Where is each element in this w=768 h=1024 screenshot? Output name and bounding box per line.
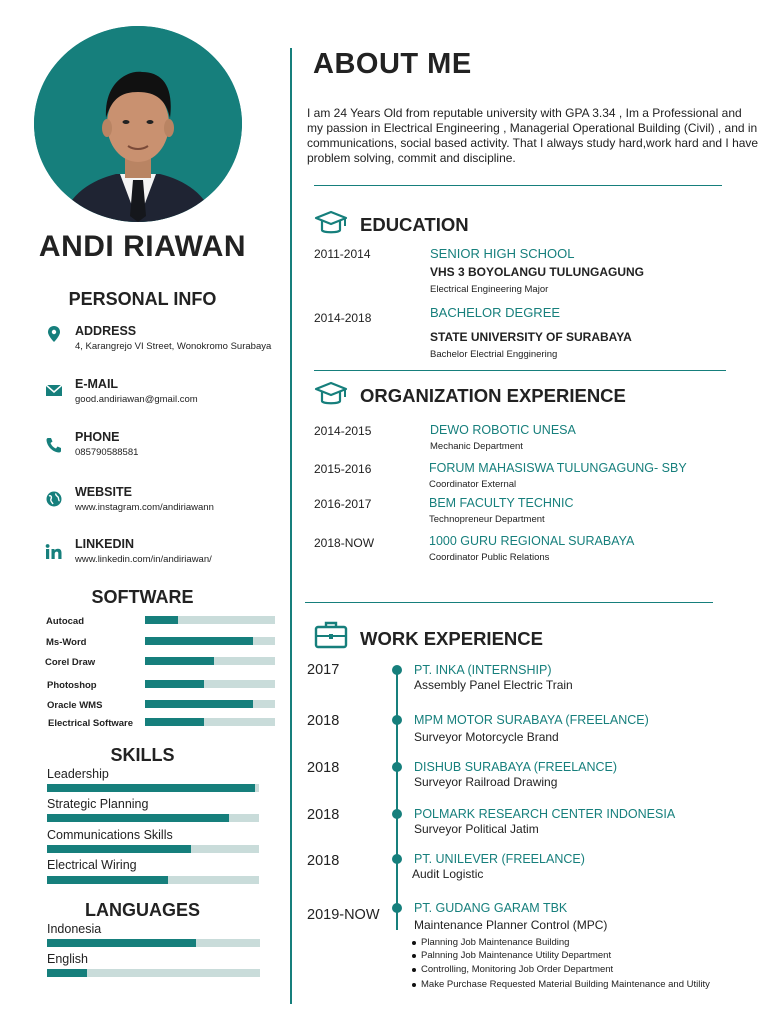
software-bar	[145, 680, 275, 688]
work-year: 2018	[307, 853, 340, 869]
software-bar-fill	[145, 718, 204, 726]
education-title: EDUCATION	[360, 214, 469, 235]
work-title: WORK EXPERIENCE	[360, 628, 543, 649]
about-title: ABOUT ME	[313, 48, 472, 80]
contact-phone	[44, 430, 284, 464]
contact-email	[44, 377, 284, 411]
work-year: 2018	[307, 760, 340, 776]
software-bar	[145, 700, 275, 708]
software-bar-fill	[145, 680, 204, 688]
skill-label: Communications Skills	[47, 828, 173, 842]
language-label: Indonesia	[47, 922, 102, 936]
organization-title: ORGANIZATION EXPERIENCE	[360, 385, 626, 406]
about-divider	[314, 185, 722, 186]
work-duty-item: Palnning Job Maintenance Utility Department	[412, 950, 611, 961]
work-company: PT. UNILEVER (FREELANCE)	[414, 852, 585, 866]
skill-bar	[47, 784, 259, 792]
skill-label: Leadership	[47, 767, 109, 781]
work-duty-item: Make Purchase Requested Material Building Maintenance and Utility	[412, 979, 710, 990]
language-bar-fill	[47, 939, 196, 947]
work-year: 2017	[307, 662, 340, 678]
education-major: Electrical Engineering Major	[430, 284, 549, 295]
column-divider	[290, 48, 292, 1004]
contact-website	[44, 485, 284, 519]
work-role: Surveyor Motorcycle Brand	[414, 730, 559, 744]
software-row	[48, 718, 280, 732]
graduation-cap-icon	[314, 210, 348, 238]
software-label: Photoshop	[47, 680, 97, 691]
software-label: Oracle WMS	[47, 700, 103, 711]
work-role: Maintenance Planner Control (MPC)	[414, 918, 608, 932]
phone-icon	[44, 437, 64, 453]
address-label: ADDRESS	[75, 324, 137, 338]
about-text: I am 24 Years Old from reputable university with GPA 3.34 , Im a Professional and my passion in Electrical Engineering , Managerial Operational Building (Civil) , and in communications, social based activity. That I always study hard,work hard and I have problem solving, commit and discipline.	[307, 106, 759, 165]
work-company: PT. INKA (INTERNSHIP)	[414, 663, 552, 677]
work-company: MPM MOTOR SURABAYA (FREELANCE)	[414, 713, 649, 727]
work-company: POLMARK RESEARCH CENTER INDONESIA	[414, 807, 676, 821]
work-role: Surveyor Political Jatim	[414, 822, 539, 836]
work-year: 2018	[307, 713, 340, 729]
work-year: 2019-NOW	[307, 907, 380, 923]
organization-dept: Coordinator Public Relations	[429, 552, 550, 563]
language-bar-fill	[47, 969, 87, 977]
software-bar	[145, 637, 275, 645]
timeline-line	[396, 668, 398, 930]
skill-label: Electrical Wiring	[47, 858, 137, 872]
linkedin-icon	[44, 544, 64, 560]
education-years: 2011-2014	[314, 247, 371, 261]
linkedin-label: LINKEDIN	[75, 537, 135, 551]
profile-name: ANDI RIAWAN	[38, 230, 247, 263]
contact-linkedin	[44, 537, 284, 571]
phone-value[interactable]: 085790588581	[75, 447, 139, 458]
globe-icon	[44, 491, 64, 507]
software-bar	[145, 616, 275, 624]
website-label: WEBSITE	[75, 485, 132, 499]
email-value[interactable]: good.andiriawan@gmail.com	[75, 394, 198, 405]
skill-label: Strategic Planning	[47, 797, 149, 811]
software-bar-fill	[145, 657, 214, 665]
work-duty-item: Planning Job Maintenance Building	[412, 937, 569, 948]
profile-photo	[34, 26, 242, 222]
education-school: STATE UNIVERSITY OF SURABAYA	[430, 330, 632, 344]
organization-name: BEM FACULTY TECHNIC	[429, 496, 574, 510]
organization-dept: Mechanic Department	[430, 441, 523, 452]
education-divider	[314, 370, 726, 371]
education-degree: BACHELOR DEGREE	[430, 305, 561, 320]
organization-dept: Coordinator External	[429, 479, 517, 490]
briefcase-icon	[314, 621, 348, 649]
organization-years: 2016-2017	[314, 497, 372, 511]
software-row	[47, 700, 279, 714]
personal-info-title: PERSONAL INFO	[68, 289, 217, 309]
work-year: 2018	[307, 807, 340, 823]
software-bar	[145, 657, 275, 665]
education-degree: SENIOR HIGH SCHOOL	[430, 246, 575, 261]
software-row	[46, 637, 278, 651]
address-value: 4, Karangrejo VI Street, Wonokromo Surabaya	[75, 341, 272, 352]
organization-name: FORUM MAHASISWA TULUNGAGUNG- SBY	[429, 461, 687, 475]
education-school: VHS 3 BOYOLANGU TULUNGAGUNG	[430, 265, 645, 279]
timeline-dot	[392, 665, 402, 675]
work-role: Audit Logistic	[412, 867, 484, 881]
software-bar	[145, 718, 275, 726]
software-bar-fill	[145, 700, 253, 708]
timeline-dot	[392, 715, 402, 725]
software-title: SOFTWARE	[91, 587, 194, 607]
language-label: English	[47, 952, 88, 966]
contact-address	[44, 324, 284, 368]
skill-bar-fill	[47, 845, 191, 853]
linkedin-value[interactable]: www.linkedin.com/in/andiriawan/	[75, 554, 212, 565]
work-duty-item: Controlling, Monitoring Job Order Department	[412, 964, 613, 975]
organization-years: 2015-2016	[314, 462, 372, 476]
skill-bar-fill	[47, 784, 255, 792]
language-bar	[47, 939, 260, 947]
software-row	[47, 680, 279, 694]
software-row	[45, 657, 277, 671]
person-portrait-icon	[34, 26, 242, 222]
organization-years: 2018-NOW	[314, 536, 375, 550]
work-company: DISHUB SURABAYA (FREELANCE)	[414, 760, 618, 774]
timeline-dot	[392, 762, 402, 772]
location-pin-icon	[44, 326, 64, 342]
languages-title: LANGUAGES	[84, 900, 200, 920]
software-label: Ms-Word	[46, 637, 87, 648]
skill-bar	[47, 876, 259, 884]
skill-bar-fill	[47, 876, 168, 884]
software-label: Autocad	[46, 616, 84, 627]
organization-name: DEWO ROBOTIC UNESA	[430, 423, 576, 437]
software-bar-fill	[145, 616, 178, 624]
software-label: Electrical Software	[48, 718, 134, 729]
skill-bar	[47, 845, 259, 853]
language-bar	[47, 969, 260, 977]
email-label: E-MAIL	[75, 377, 119, 391]
timeline-dot	[392, 854, 402, 864]
organization-name: 1000 GURU REGIONAL SURABAYA	[429, 534, 635, 548]
graduation-cap-icon	[314, 381, 348, 409]
timeline-dot	[392, 809, 402, 819]
work-role: Assembly Panel Electric Train	[414, 678, 573, 692]
skill-bar-fill	[47, 814, 229, 822]
organization-years: 2014-2015	[314, 424, 372, 438]
skill-bar	[47, 814, 259, 822]
website-value[interactable]: www.instagram.com/andiriawann	[75, 502, 214, 513]
phone-label: PHONE	[75, 430, 120, 444]
work-role: Surveyor Railroad Drawing	[414, 775, 558, 789]
work-company: PT. GUDANG GARAM TBK	[414, 901, 568, 915]
education-years: 2014-2018	[314, 311, 372, 325]
software-bar-fill	[145, 637, 253, 645]
education-major: Bachelor Electrial Engginering	[430, 349, 558, 360]
software-row	[46, 616, 278, 630]
organization-dept: Technopreneur Department	[429, 514, 545, 525]
skills-title: SKILLS	[110, 745, 175, 765]
mail-icon	[44, 383, 64, 399]
software-label: Corel Draw	[45, 657, 96, 668]
organization-divider	[305, 602, 713, 603]
timeline-dot	[392, 903, 402, 913]
